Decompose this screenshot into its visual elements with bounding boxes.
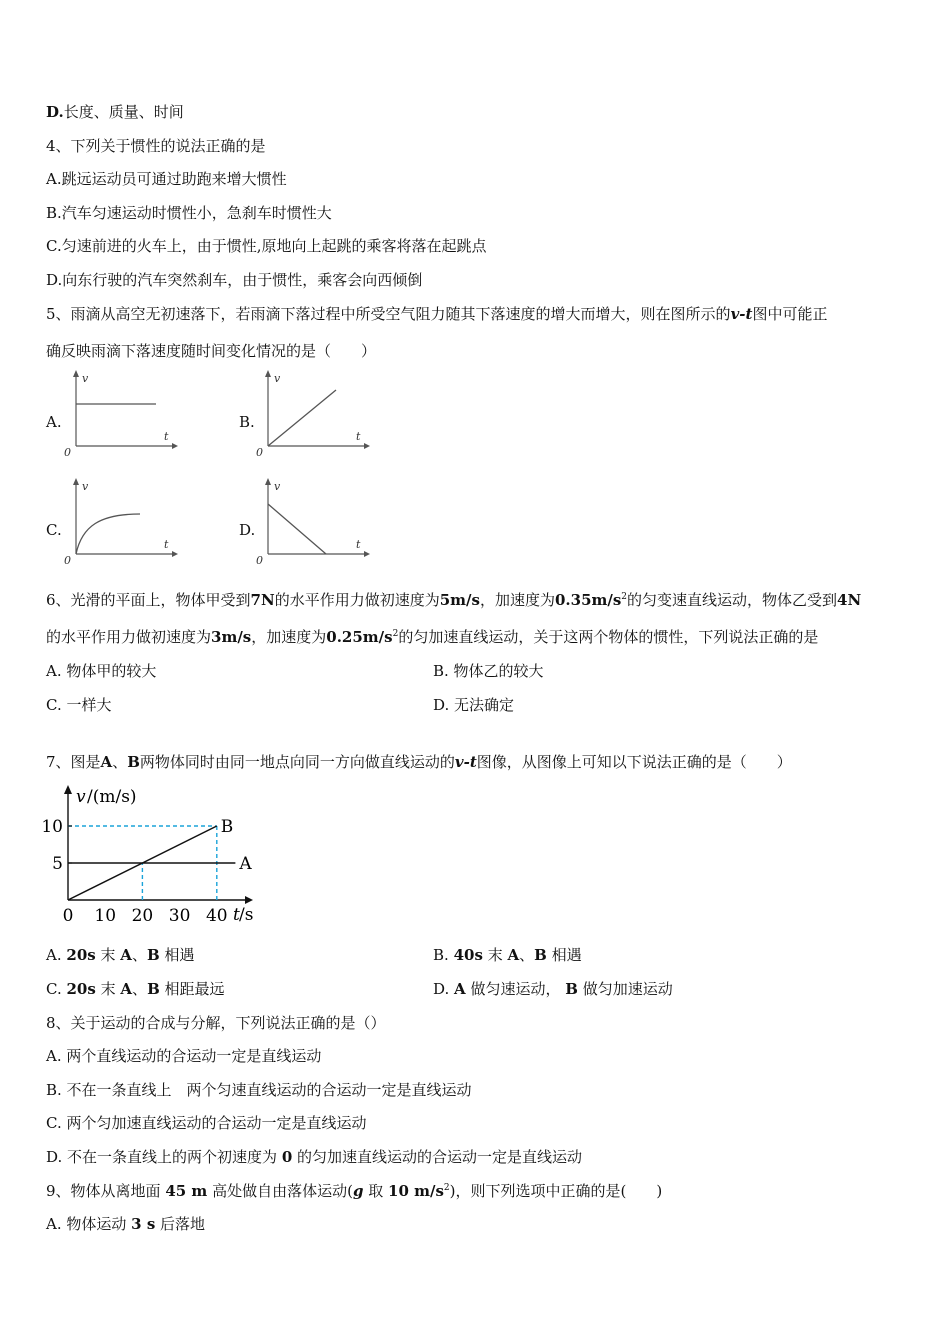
text: A. 物体运动 xyxy=(46,1215,127,1233)
value: A xyxy=(507,946,520,964)
value: 5m/s xyxy=(439,591,480,609)
text: D. 不在一条直线上的两个初速度为 xyxy=(46,1148,278,1166)
series-A-label: A xyxy=(239,854,252,874)
curve-linear-decrease xyxy=(268,504,326,554)
q4-option-c: C.匀速前进的火车上，由于惯性,原地向上起跳的乘客将落在起跳点 xyxy=(46,237,487,255)
text: )，则下列选项中正确的是( ) xyxy=(449,1182,663,1200)
origin-label: 0 xyxy=(64,446,71,459)
origin-label: 0 xyxy=(256,446,263,459)
q6-option-d: D. 无法确定 xyxy=(433,696,515,714)
v-arrow xyxy=(73,478,79,485)
t-arrow xyxy=(172,551,178,557)
x-axis-label-unit: /s xyxy=(239,905,254,925)
q9-stem xyxy=(46,1181,662,1201)
text: 、 xyxy=(131,946,147,964)
q6-option-a: A. 物体甲的较大 xyxy=(46,662,157,680)
value: A xyxy=(100,753,113,771)
x-axis-label-t: t xyxy=(233,905,240,925)
q6-option-c: C. 一样大 xyxy=(46,696,112,714)
superscript: 2 xyxy=(392,629,399,639)
v-arrow xyxy=(265,370,271,377)
value: 45 m xyxy=(165,1182,208,1200)
value: 40s xyxy=(453,946,483,964)
vt-symbol: v-t xyxy=(730,305,753,323)
y-axis-label-unit: /(m/s) xyxy=(87,787,137,807)
text: 高处做自由落体运动( xyxy=(212,1182,353,1200)
x-tick-label: 30 xyxy=(168,906,191,926)
value: B xyxy=(565,980,578,998)
value: B xyxy=(534,946,547,964)
q3-option-d xyxy=(46,102,184,122)
text: 相遇 xyxy=(551,946,582,964)
text: 9、物体从离地面 xyxy=(46,1182,161,1200)
label: D. xyxy=(433,980,450,998)
t-arrow xyxy=(364,443,370,449)
symbol-g: g xyxy=(352,1182,364,1200)
option-label: D. xyxy=(46,103,64,121)
superscript: 2 xyxy=(443,1183,450,1193)
value: A xyxy=(120,946,132,964)
text: 、 xyxy=(519,946,535,964)
q6-stem-line2 xyxy=(46,627,818,647)
text: 、 xyxy=(112,753,128,771)
text: 6、光滑的平面上，物体甲受到 xyxy=(46,591,251,609)
series-B-label: B xyxy=(220,817,234,837)
value: B xyxy=(147,980,160,998)
t-arrow xyxy=(172,443,178,449)
v-label: v xyxy=(82,480,89,493)
q4-option-b: B.汽车匀速运动时惯性小，急刹车时惯性大 xyxy=(46,204,332,222)
q5-option-b-label: B. xyxy=(239,413,255,431)
y-tick-label: 10 xyxy=(41,817,63,837)
text: ，加速度为 xyxy=(479,591,555,609)
text: 7、图是 xyxy=(46,753,101,771)
q8-option-c: C. 两个匀加速直线运动的合运动一定是直线运动 xyxy=(46,1114,367,1132)
text: 取 xyxy=(368,1182,384,1200)
text: 的匀加速直线运动的合运动一定是直线运动 xyxy=(297,1148,583,1166)
q5-stem-line1 xyxy=(46,304,827,324)
curve-linear-increase xyxy=(268,390,336,446)
value: 10 m/s xyxy=(388,1182,444,1200)
text: 的匀变速直线运动，物体乙受到 xyxy=(627,591,838,609)
text: 相遇 xyxy=(164,946,195,964)
value: A xyxy=(120,980,133,998)
origin-label: 0 xyxy=(256,554,263,567)
value: 7N xyxy=(250,591,275,609)
x-tick-label: 10 xyxy=(94,906,117,926)
text: 末 xyxy=(100,946,116,964)
text: 末 xyxy=(100,980,116,998)
t-label: t xyxy=(164,538,169,551)
q5-option-a-label: A. xyxy=(46,413,62,431)
q5-graph-a xyxy=(60,368,180,460)
text: 、 xyxy=(132,980,148,998)
q6-option-b: B. 物体乙的较大 xyxy=(433,662,544,680)
q7-vt-chart xyxy=(40,780,280,930)
t-label: t xyxy=(164,430,169,443)
x-tick-label: 40 xyxy=(205,906,228,926)
q4-stem: 4、下列关于惯性的说法正确的是 xyxy=(46,137,266,155)
value: 3 s xyxy=(131,1215,156,1233)
text: 图中可能正 xyxy=(752,305,828,323)
q5-option-c-label: C. xyxy=(46,521,62,539)
label: A. xyxy=(46,946,62,964)
q8-option-b: B. 不在一条直线上 两个匀速直线运动的合运动一定是直线运动 xyxy=(46,1081,472,1099)
text: 后落地 xyxy=(160,1215,206,1233)
q5-option-d-label: D. xyxy=(239,521,256,539)
text: 图像，从图像上可知以下说法正确的是（ ） xyxy=(476,753,792,771)
value: 20s xyxy=(66,980,96,998)
text: 末 xyxy=(487,946,503,964)
y-arrow xyxy=(64,785,72,794)
curve-saturating xyxy=(76,514,140,554)
superscript: 2 xyxy=(621,592,628,602)
label: C. xyxy=(46,980,62,998)
q7-option-b xyxy=(433,945,582,965)
y-axis-label-v: v xyxy=(76,787,86,807)
text: 的水平作用力做初速度为 xyxy=(274,591,440,609)
q7-option-d xyxy=(433,979,673,999)
t-label: t xyxy=(356,538,361,551)
q6-stem-line1 xyxy=(46,590,861,610)
value: A xyxy=(454,980,466,998)
text: 做匀加速运动 xyxy=(582,980,673,998)
value: 4N xyxy=(837,591,862,609)
text: 做匀速运动， xyxy=(470,980,561,998)
text: 的匀加速直线运动，关于这两个物体的惯性，下列说法正确的是 xyxy=(398,628,819,646)
q7-option-a xyxy=(46,945,194,965)
text: 的水平作用力做初速度为 xyxy=(46,628,212,646)
v-label: v xyxy=(274,480,281,493)
text: 两物体同时由同一地点向同一方向做直线运动的 xyxy=(139,753,455,771)
q5-graph-d xyxy=(252,476,372,568)
text: 5、雨滴从高空无初速落下，若雨滴下落过程中所受空气阻力随其下落速度的增大而增大，则在图所示的 xyxy=(46,305,731,323)
q9-option-a xyxy=(46,1214,205,1234)
value: B xyxy=(146,946,160,964)
q5-graph-b xyxy=(252,368,372,460)
value: 0.35m/s xyxy=(554,591,622,609)
value: 0.25m/s xyxy=(326,628,393,646)
q4-option-d: D.向东行驶的汽车突然刹车，由于惯性，乘客会向西倾倒 xyxy=(46,271,423,289)
text: ，加速度为 xyxy=(251,628,327,646)
q7-stem xyxy=(46,752,792,772)
option-text: 长度、质量、时间 xyxy=(63,103,184,121)
t-arrow xyxy=(364,551,370,557)
q8-option-d xyxy=(46,1147,582,1167)
v-label: v xyxy=(82,372,89,385)
v-arrow xyxy=(73,370,79,377)
x-tick-label: 20 xyxy=(131,906,154,926)
value: 20s xyxy=(66,946,96,964)
x-tick-label: 0 xyxy=(62,906,74,926)
q7-option-c xyxy=(46,979,225,999)
x-arrow xyxy=(245,896,253,904)
q8-option-a: A. 两个直线运动的合运动一定是直线运动 xyxy=(46,1047,322,1065)
value: B xyxy=(127,753,140,771)
t-label: t xyxy=(356,430,361,443)
value: 0 xyxy=(281,1148,293,1166)
q4-option-a: A.跳远运动员可通过助跑来增大惯性 xyxy=(46,170,287,188)
y-tick-label: 5 xyxy=(52,854,63,874)
v-arrow xyxy=(265,478,271,485)
label: B. xyxy=(433,946,449,964)
q5-stem-line2: 确反映雨滴下落速度随时间变化情况的是（ ） xyxy=(46,342,377,360)
value: 3m/s xyxy=(211,628,252,646)
q8-stem: 8、关于运动的合成与分解，下列说法正确的是（） xyxy=(46,1014,386,1032)
text: 相距最远 xyxy=(164,980,225,998)
v-label: v xyxy=(274,372,281,385)
origin-label: 0 xyxy=(64,554,71,567)
q5-graph-c xyxy=(60,476,180,568)
vt-symbol: v-t xyxy=(454,753,477,771)
